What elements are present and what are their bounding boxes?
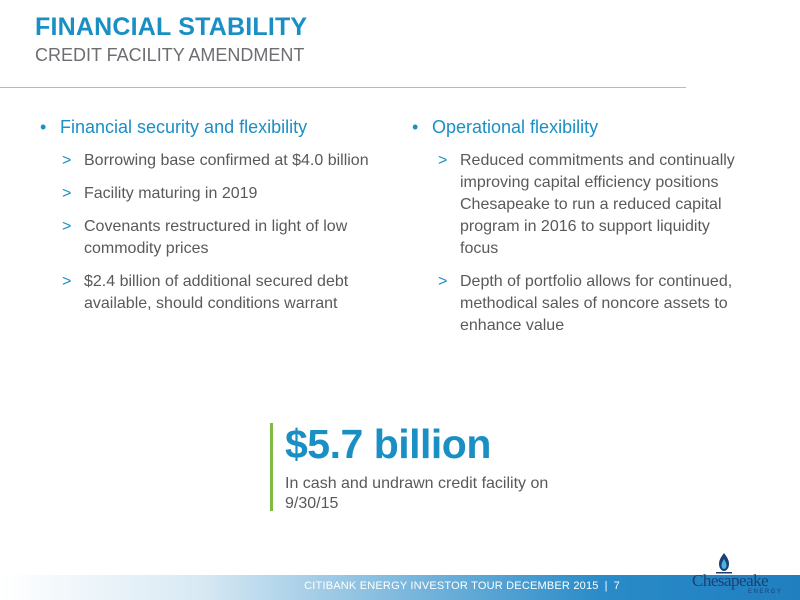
slide-subtitle: CREDIT FACILITY AMENDMENT <box>35 45 305 65</box>
list-item <box>40 150 390 172</box>
left-sub-list <box>40 150 390 315</box>
list-item-text: Depth of portfolio allows for continued, methodical sales of noncore assets to enhance value <box>460 273 733 334</box>
list-item <box>412 271 752 337</box>
list-item <box>40 216 390 260</box>
list-item <box>40 271 390 315</box>
chevron-right-icon: > <box>62 218 72 235</box>
highlight-value: $5.7 billion <box>285 421 491 467</box>
bullet-icon: • <box>40 117 47 137</box>
chevron-right-icon: > <box>62 152 72 169</box>
list-item-text: $2.4 billion of additional secured debt available, should conditions warrant <box>84 273 349 312</box>
highlight-caption: In cash and undrawn credit facility on 9/30/15 <box>285 475 549 512</box>
left-column-heading <box>40 117 390 138</box>
chevron-right-icon: > <box>438 152 448 169</box>
slide-title: FINANCIAL STABILITY <box>35 13 308 41</box>
footer-text <box>304 580 620 592</box>
list-item-text: Reduced commitments and continually improving capital efficiency positions Chesapeake to run a reduced capital program in 2016 to support liquidity focus <box>460 152 735 257</box>
chevron-right-icon: > <box>438 273 448 290</box>
right-column <box>412 117 752 348</box>
left-heading-text: Financial security and flexibility <box>60 117 308 137</box>
list-item-text: Covenants restructured in light of low commodity prices <box>84 218 348 257</box>
list-item <box>412 150 752 260</box>
left-column <box>40 117 390 326</box>
page-number: 7 <box>613 580 620 592</box>
right-heading-text: Operational flexibility <box>432 117 599 137</box>
footer-band <box>0 575 800 600</box>
list-item-text: Borrowing base confirmed at $4.0 billion <box>84 152 369 169</box>
chesapeake-logo <box>688 552 792 598</box>
right-column-heading <box>412 117 752 138</box>
chevron-right-icon: > <box>62 273 72 290</box>
logo-tagline: ENERGY <box>748 589 783 595</box>
chevron-right-icon: > <box>62 185 72 202</box>
footer-separator: | <box>604 580 608 592</box>
right-sub-list <box>412 150 752 337</box>
list-item <box>40 183 390 205</box>
footer-event: CITIBANK ENERGY INVESTOR TOUR DECEMBER 2015 <box>304 580 599 592</box>
list-item-text: Facility maturing in 2019 <box>84 185 258 202</box>
header-divider <box>0 87 686 88</box>
bullet-icon: • <box>412 117 419 137</box>
highlight-accent-bar <box>270 423 273 511</box>
logo-wordmark: Chesapeake <box>692 571 769 590</box>
